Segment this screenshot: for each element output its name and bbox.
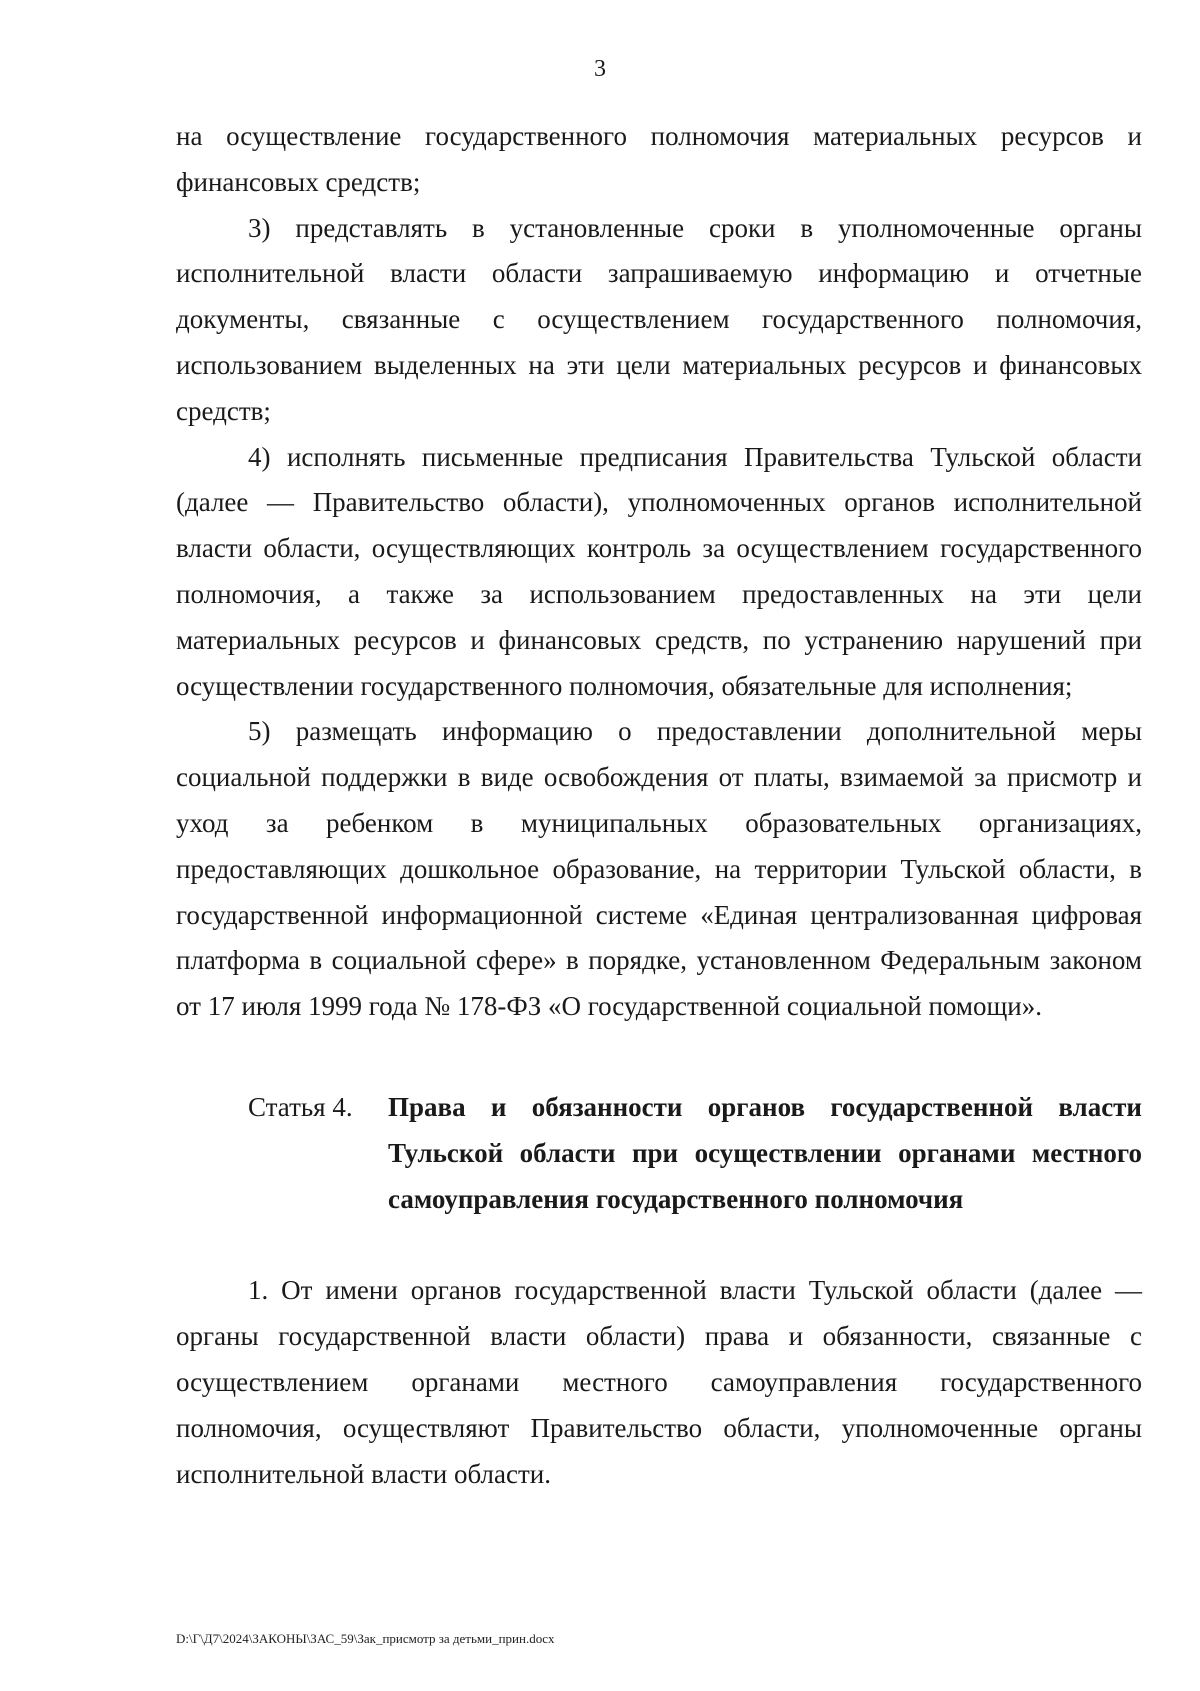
paragraph-item-4: 4) исполнять письменные предписания Правительства Тульской области (далее — Правительство области), уполномоченных органов исполнительной власти области, осуществляющих контроль за осуществлением государственного полномочия, а также за использованием предоставленных на эти цели материальных ресурсов и финансовых средств, по устранению нарушений при осуществлении государственного полномочия, обязательные для исполнения; (176, 441, 1142, 701)
article-label: Статья 4. (248, 1091, 353, 1122)
article-heading (176, 1085, 1142, 1222)
paragraph-continuation: на осуществление государственного полномочия материальных ресурсов и финансовых средств; (176, 121, 1142, 197)
page-number: 3 (594, 56, 606, 82)
footer-file-path: D:\Г\Д7\2024\ЗАКОНЫ\ЗАС_59\Зак_присмотр за детьми_прин.docx (176, 1631, 555, 1646)
paragraph-item-5: 5) размещать информацию о предоставлении дополнительной меры социальной поддержки в виде освобождения от платы, взимаемой за присмотр и уход за ребенком в муниципальных образовательных организациях, предоставляющих дошкольное образование, на территории Тульской области, в государственной информационной системе «Единая централизованная цифровая платформа в социальной сфере» в порядке, установленном Федеральным законом от 17 июля 1999 года № 178-ФЗ «О государственной социальной помощи». (176, 716, 1142, 1022)
paragraph-item-3: 3) представлять в установленные сроки в уполномоченные органы исполнительной власти области запрашиваемую информацию и отчетные документы, связанные с осуществлением государственного полномочия, использованием выделенных на эти цели материальных ресурсов и финансовых средств; (176, 212, 1142, 426)
document-body (176, 114, 1142, 1497)
article-title: Права и обязанности органов государственной власти Тульской области при осуществлении органами местного самоуправления государственного полномочия (388, 1091, 1142, 1214)
paragraph-article-4-item-1: 1. От имени органов государственной власти Тульской области (далее — органы государственной власти области) права и обязанности, связанные с осуществлением органами местного самоуправления государственного полномочия, осуществляют Правительство области, уполномоченные органы исполнительной власти области. (176, 1275, 1142, 1489)
